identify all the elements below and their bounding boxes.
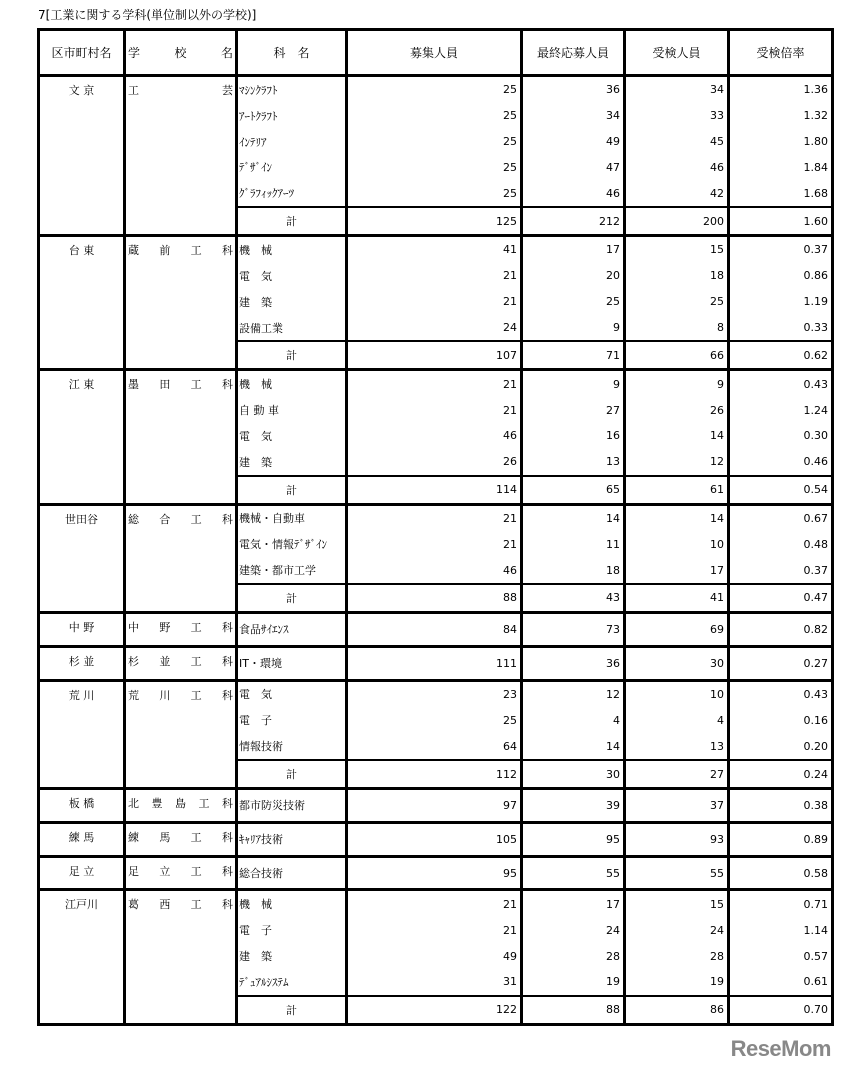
examinees-cell: 17 bbox=[625, 557, 729, 584]
examinees-cell: 15 bbox=[625, 890, 729, 917]
subject-cell: ﾃﾞｻﾞｲﾝ bbox=[237, 155, 347, 181]
district-cell: 足 立 bbox=[39, 856, 125, 890]
applicants-cell: 47 bbox=[522, 155, 625, 181]
subject-cell: 建 築 bbox=[237, 449, 347, 476]
total-recruit-cell: 125 bbox=[347, 207, 522, 235]
total-ratio-cell: 1.60 bbox=[729, 207, 833, 235]
applicants-cell: 17 bbox=[522, 236, 625, 263]
applicants-cell: 24 bbox=[522, 917, 625, 943]
examinees-cell: 10 bbox=[625, 531, 729, 557]
ratio-cell: 1.14 bbox=[729, 917, 833, 943]
examinees-cell: 9 bbox=[625, 370, 729, 397]
subject-cell: 電 気 bbox=[237, 680, 347, 707]
subject-cell: 建築・都市工学 bbox=[237, 557, 347, 584]
table-row bbox=[39, 504, 833, 531]
ratio-cell: 0.37 bbox=[729, 557, 833, 584]
table-row bbox=[39, 890, 833, 917]
applicants-cell: 73 bbox=[522, 612, 625, 646]
recruit-cell: 21 bbox=[347, 370, 522, 397]
recruit-cell: 21 bbox=[347, 289, 522, 315]
total-examinees-cell: 86 bbox=[625, 996, 729, 1024]
ratio-cell: 1.24 bbox=[729, 397, 833, 423]
applicants-cell: 9 bbox=[522, 370, 625, 397]
header-subject: 科 名 bbox=[237, 30, 347, 76]
applicants-cell: 36 bbox=[522, 646, 625, 680]
district-cell: 中 野 bbox=[39, 612, 125, 646]
table-row bbox=[39, 236, 833, 263]
examinees-cell: 8 bbox=[625, 315, 729, 342]
school-cell: 葛西工科 bbox=[125, 890, 237, 1024]
recruit-cell: 25 bbox=[347, 76, 522, 103]
recruit-cell: 95 bbox=[347, 856, 522, 890]
header-recruit: 募集人員 bbox=[347, 30, 522, 76]
recruit-cell: 111 bbox=[347, 646, 522, 680]
resemom-logo: ReseMom bbox=[730, 1036, 831, 1061]
examinees-cell: 93 bbox=[625, 822, 729, 856]
ratio-cell: 0.46 bbox=[729, 449, 833, 476]
total-label: 計 bbox=[237, 476, 347, 504]
district-cell: 杉 並 bbox=[39, 646, 125, 680]
school-cell: 蔵前工科 bbox=[125, 236, 237, 370]
applicants-cell: 9 bbox=[522, 315, 625, 342]
total-applicants-cell: 88 bbox=[522, 996, 625, 1024]
subject-cell: 食品ｻｲｴﾝｽ bbox=[237, 612, 347, 646]
recruit-cell: 24 bbox=[347, 315, 522, 342]
ratio-cell: 0.37 bbox=[729, 236, 833, 263]
recruit-cell: 26 bbox=[347, 449, 522, 476]
subject-cell: 機 械 bbox=[237, 370, 347, 397]
district-cell: 世田谷 bbox=[39, 504, 125, 612]
district-cell: 板 橋 bbox=[39, 788, 125, 822]
ratio-cell: 0.27 bbox=[729, 646, 833, 680]
recruit-cell: 21 bbox=[347, 397, 522, 423]
district-cell: 江戸川 bbox=[39, 890, 125, 1024]
recruit-cell: 21 bbox=[347, 917, 522, 943]
examinees-cell: 14 bbox=[625, 423, 729, 449]
ratio-cell: 0.58 bbox=[729, 856, 833, 890]
examinees-cell: 24 bbox=[625, 917, 729, 943]
subject-cell: ｷｬﾘｱ技術 bbox=[237, 822, 347, 856]
ratio-cell: 1.19 bbox=[729, 289, 833, 315]
district-cell: 台 東 bbox=[39, 236, 125, 370]
school-cell: 荒川工科 bbox=[125, 680, 237, 788]
examinees-cell: 26 bbox=[625, 397, 729, 423]
total-ratio-cell: 0.62 bbox=[729, 341, 833, 369]
total-label: 計 bbox=[237, 207, 347, 235]
school-cell: 練馬工科 bbox=[125, 822, 237, 856]
applicants-cell: 49 bbox=[522, 129, 625, 155]
total-recruit-cell: 112 bbox=[347, 760, 522, 788]
ratio-cell: 0.33 bbox=[729, 315, 833, 342]
total-applicants-cell: 212 bbox=[522, 207, 625, 235]
total-examinees-cell: 41 bbox=[625, 584, 729, 612]
total-label: 計 bbox=[237, 760, 347, 788]
total-applicants-cell: 65 bbox=[522, 476, 625, 504]
school-cell: 北豊島工科 bbox=[125, 788, 237, 822]
school-cell: 杉並工科 bbox=[125, 646, 237, 680]
examinees-cell: 42 bbox=[625, 180, 729, 207]
total-applicants-cell: 43 bbox=[522, 584, 625, 612]
applicants-cell: 11 bbox=[522, 531, 625, 557]
school-cell: 工芸 bbox=[125, 76, 237, 236]
ratio-cell: 0.86 bbox=[729, 263, 833, 289]
applicants-cell: 27 bbox=[522, 397, 625, 423]
subject-cell: 電 子 bbox=[237, 917, 347, 943]
examinees-cell: 46 bbox=[625, 155, 729, 181]
subject-cell: 電 気 bbox=[237, 263, 347, 289]
applicants-cell: 4 bbox=[522, 707, 625, 733]
subject-cell: 建 築 bbox=[237, 289, 347, 315]
subject-cell: 電 子 bbox=[237, 707, 347, 733]
subject-cell: ｸﾞﾗﾌｨｯｸｱｰﾂ bbox=[237, 180, 347, 207]
table-row bbox=[39, 856, 833, 890]
total-applicants-cell: 30 bbox=[522, 760, 625, 788]
applicants-cell: 12 bbox=[522, 680, 625, 707]
school-cell: 中野工科 bbox=[125, 612, 237, 646]
subject-cell: 設備工業 bbox=[237, 315, 347, 342]
total-examinees-cell: 27 bbox=[625, 760, 729, 788]
ratio-cell: 0.20 bbox=[729, 733, 833, 760]
recruit-cell: 46 bbox=[347, 423, 522, 449]
examinees-cell: 34 bbox=[625, 76, 729, 103]
recruit-cell: 31 bbox=[347, 969, 522, 996]
ratio-cell: 0.16 bbox=[729, 707, 833, 733]
subject-cell: 建 築 bbox=[237, 943, 347, 969]
examinees-cell: 10 bbox=[625, 680, 729, 707]
subject-cell: 機 械 bbox=[237, 890, 347, 917]
applicants-cell: 14 bbox=[522, 504, 625, 531]
recruit-cell: 49 bbox=[347, 943, 522, 969]
applicants-cell: 16 bbox=[522, 423, 625, 449]
ratio-cell: 0.38 bbox=[729, 788, 833, 822]
ratio-cell: 0.48 bbox=[729, 531, 833, 557]
examinees-cell: 12 bbox=[625, 449, 729, 476]
applicants-cell: 34 bbox=[522, 103, 625, 129]
recruit-cell: 21 bbox=[347, 504, 522, 531]
examinees-cell: 14 bbox=[625, 504, 729, 531]
applicants-cell: 17 bbox=[522, 890, 625, 917]
applicants-cell: 55 bbox=[522, 856, 625, 890]
subject-cell: ﾏｼﾝｸﾗﾌﾄ bbox=[237, 76, 347, 103]
ratio-cell: 0.30 bbox=[729, 423, 833, 449]
recruit-cell: 25 bbox=[347, 129, 522, 155]
recruit-cell: 21 bbox=[347, 531, 522, 557]
examinees-cell: 25 bbox=[625, 289, 729, 315]
total-ratio-cell: 0.70 bbox=[729, 996, 833, 1024]
district-cell: 文 京 bbox=[39, 76, 125, 236]
total-examinees-cell: 61 bbox=[625, 476, 729, 504]
subject-cell: 電 気 bbox=[237, 423, 347, 449]
ratio-cell: 1.32 bbox=[729, 103, 833, 129]
total-label: 計 bbox=[237, 996, 347, 1024]
examinees-cell: 19 bbox=[625, 969, 729, 996]
ratio-cell: 0.61 bbox=[729, 969, 833, 996]
examinees-cell: 28 bbox=[625, 943, 729, 969]
subject-cell: 情報技術 bbox=[237, 733, 347, 760]
header-row bbox=[39, 30, 833, 76]
subject-cell: 総合技術 bbox=[237, 856, 347, 890]
header-applicants: 最終応募人員 bbox=[522, 30, 625, 76]
examinees-cell: 33 bbox=[625, 103, 729, 129]
examinees-cell: 18 bbox=[625, 263, 729, 289]
total-ratio-cell: 0.24 bbox=[729, 760, 833, 788]
examinees-cell: 45 bbox=[625, 129, 729, 155]
examinees-cell: 30 bbox=[625, 646, 729, 680]
applicants-cell: 13 bbox=[522, 449, 625, 476]
ratio-cell: 0.43 bbox=[729, 680, 833, 707]
examinees-cell: 37 bbox=[625, 788, 729, 822]
ratio-cell: 0.43 bbox=[729, 370, 833, 397]
subject-cell: 電気・情報ﾃﾞｻﾞｲﾝ bbox=[237, 531, 347, 557]
total-examinees-cell: 66 bbox=[625, 341, 729, 369]
total-recruit-cell: 88 bbox=[347, 584, 522, 612]
ratio-cell: 1.80 bbox=[729, 129, 833, 155]
ratio-cell: 0.89 bbox=[729, 822, 833, 856]
ratio-cell: 0.57 bbox=[729, 943, 833, 969]
recruit-cell: 41 bbox=[347, 236, 522, 263]
applicants-cell: 36 bbox=[522, 76, 625, 103]
applicants-cell: 95 bbox=[522, 822, 625, 856]
recruit-cell: 84 bbox=[347, 612, 522, 646]
table-row bbox=[39, 822, 833, 856]
subject-cell: ｱｰﾄｸﾗﾌﾄ bbox=[237, 103, 347, 129]
examinees-cell: 4 bbox=[625, 707, 729, 733]
table-title: 7[工業に関する学科(単位制以外の学校)] bbox=[38, 8, 257, 22]
header-district: 区市町村名 bbox=[39, 30, 125, 76]
table-row bbox=[39, 370, 833, 397]
ratio-cell: 1.68 bbox=[729, 180, 833, 207]
recruit-cell: 105 bbox=[347, 822, 522, 856]
ratio-cell: 0.82 bbox=[729, 612, 833, 646]
ratio-cell: 1.36 bbox=[729, 76, 833, 103]
ratio-cell: 0.71 bbox=[729, 890, 833, 917]
total-recruit-cell: 122 bbox=[347, 996, 522, 1024]
district-cell: 江 東 bbox=[39, 370, 125, 504]
applicants-cell: 39 bbox=[522, 788, 625, 822]
recruit-cell: 25 bbox=[347, 103, 522, 129]
total-ratio-cell: 0.47 bbox=[729, 584, 833, 612]
applicants-cell: 20 bbox=[522, 263, 625, 289]
district-cell: 練 馬 bbox=[39, 822, 125, 856]
ratio-cell: 1.84 bbox=[729, 155, 833, 181]
recruit-cell: 25 bbox=[347, 707, 522, 733]
recruit-cell: 21 bbox=[347, 263, 522, 289]
subject-cell: 都市防災技術 bbox=[237, 788, 347, 822]
total-label: 計 bbox=[237, 584, 347, 612]
ratio-cell: 0.67 bbox=[729, 504, 833, 531]
recruit-cell: 25 bbox=[347, 180, 522, 207]
school-cell: 足立工科 bbox=[125, 856, 237, 890]
examinees-cell: 15 bbox=[625, 236, 729, 263]
table-row bbox=[39, 612, 833, 646]
total-recruit-cell: 107 bbox=[347, 341, 522, 369]
recruit-cell: 97 bbox=[347, 788, 522, 822]
header-ratio: 受検倍率 bbox=[729, 30, 833, 76]
header-school: 学校名 bbox=[125, 30, 237, 76]
subject-cell: 機械・自動車 bbox=[237, 504, 347, 531]
applicants-cell: 14 bbox=[522, 733, 625, 760]
examinees-cell: 55 bbox=[625, 856, 729, 890]
recruit-cell: 23 bbox=[347, 680, 522, 707]
subject-cell: 機 械 bbox=[237, 236, 347, 263]
total-applicants-cell: 71 bbox=[522, 341, 625, 369]
total-examinees-cell: 200 bbox=[625, 207, 729, 235]
recruit-cell: 64 bbox=[347, 733, 522, 760]
table-row bbox=[39, 680, 833, 707]
applicants-cell: 19 bbox=[522, 969, 625, 996]
district-cell: 荒 川 bbox=[39, 680, 125, 788]
school-cell: 総合工科 bbox=[125, 504, 237, 612]
applicants-cell: 46 bbox=[522, 180, 625, 207]
applicants-cell: 25 bbox=[522, 289, 625, 315]
header-examinees: 受検人員 bbox=[625, 30, 729, 76]
subject-cell: ｲﾝﾃﾘｱ bbox=[237, 129, 347, 155]
examinees-cell: 13 bbox=[625, 733, 729, 760]
school-cell: 墨田工科 bbox=[125, 370, 237, 504]
results-table bbox=[37, 28, 834, 1026]
total-label: 計 bbox=[237, 341, 347, 369]
total-recruit-cell: 114 bbox=[347, 476, 522, 504]
examinees-cell: 69 bbox=[625, 612, 729, 646]
subject-cell: 自 動 車 bbox=[237, 397, 347, 423]
recruit-cell: 21 bbox=[347, 890, 522, 917]
table-row bbox=[39, 646, 833, 680]
applicants-cell: 28 bbox=[522, 943, 625, 969]
table-row bbox=[39, 788, 833, 822]
table-row bbox=[39, 76, 833, 103]
applicants-cell: 18 bbox=[522, 557, 625, 584]
recruit-cell: 25 bbox=[347, 155, 522, 181]
subject-cell: IT・環境 bbox=[237, 646, 347, 680]
total-ratio-cell: 0.54 bbox=[729, 476, 833, 504]
subject-cell: ﾃﾞｭｱﾙｼｽﾃﾑ bbox=[237, 969, 347, 996]
recruit-cell: 46 bbox=[347, 557, 522, 584]
